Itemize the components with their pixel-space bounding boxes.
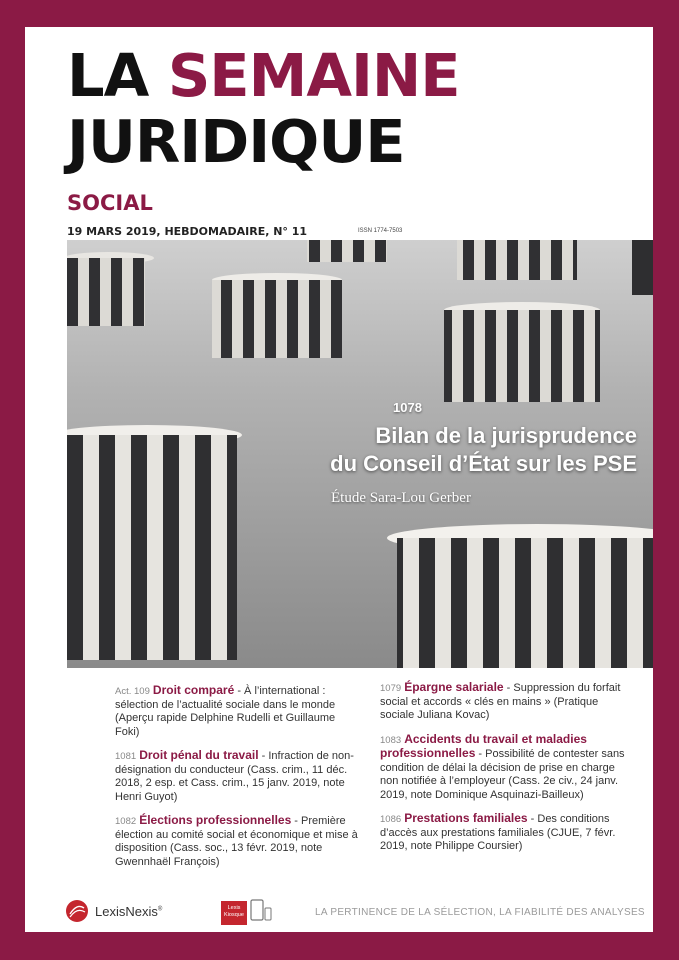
masthead-title — [67, 43, 460, 175]
feature-title-line1: Bilan de la jurisprudence — [375, 423, 637, 448]
cover-page — [25, 27, 653, 932]
summary-entry — [380, 812, 630, 854]
summary-entry — [115, 814, 360, 869]
entry-heading: Droit pénal du travail — [139, 748, 259, 762]
issue-dateline: 19 MARS 2019, HEBDOMADAIRE, N° 11 — [67, 225, 308, 238]
entry-text: - Première élection au comité social et économique et mise à disposition (Cass. soc., 13 févr. 2019, note Gwennhaël François) — [115, 815, 358, 868]
entry-heading: Droit comparé — [152, 683, 235, 697]
entry-text: - Possibilité de contester sans condition de délai la décision de prise en charge non notifiée à l’employeur (Cass. 2e civ., 24 janv. 2019, note Dominique Asquinazi-Bailleux) — [380, 748, 625, 801]
entry-number: 1081 — [115, 751, 137, 762]
feature-title — [217, 422, 637, 478]
masthead-juridique: JURIDIQUE — [67, 107, 405, 176]
lexisnexis-emblem-icon — [65, 899, 89, 923]
summary-entry — [380, 681, 630, 723]
entry-text: - À l’international : sélection de l’actualité sociale dans le monde (Aperçu rapide Delphine Rudelli et Guillaume Foki) — [115, 685, 336, 738]
kiosque-logo: Lexis Kiosque — [221, 901, 247, 925]
footer-tagline: LA PERTINENCE DE LA SÉLECTION, LA FIABILITÉ DES ANALYSES — [315, 907, 645, 918]
summary-right-column — [380, 681, 630, 864]
summary-left-column — [115, 684, 360, 879]
summary-entry — [115, 749, 360, 804]
cover-photo — [67, 240, 653, 668]
entry-number: 1079 — [380, 683, 402, 694]
masthead-la: LA — [67, 41, 149, 110]
lexis-kiosque-badge — [221, 899, 272, 925]
feature-number: 1078 — [393, 400, 422, 415]
entry-number: Act. 109 — [115, 686, 150, 697]
entry-text: - Suppression du forfait social et accords « clés en mains » (Pratique sociale Juliana Kovac) — [380, 682, 621, 721]
entry-text: - Des conditions d’accès aux prestations familiales (CJUE, 7 févr. 2019, note Philippe Coursier) — [380, 813, 616, 852]
summary-entry — [115, 684, 360, 739]
summary-entry — [380, 733, 630, 803]
feature-title-line2: du Conseil d’État sur les PSE — [330, 451, 637, 476]
entry-number: 1082 — [115, 816, 137, 827]
publisher-name: LexisNexis® — [95, 903, 163, 919]
tablet-phone-icon — [250, 899, 272, 925]
section-label: SOCIAL — [67, 191, 153, 215]
entry-heading: Prestations familiales — [404, 811, 528, 825]
entry-text: - Infraction de non-désignation du conducteur (Cass. crim., 11 déc. 2018, 2 esp. et Cass. crim., 15 janv. 2019, note Henri Guyot) — [115, 750, 354, 803]
masthead-semaine: SEMAINE — [167, 41, 460, 110]
feature-author: Étude Sara-Lou Gerber — [331, 490, 471, 506]
issn: ISSN 1774-7503 — [358, 228, 403, 234]
lexisnexis-logo — [65, 899, 162, 923]
entry-heading: Épargne salariale — [404, 680, 504, 694]
entry-heading: Élections professionnelles — [139, 813, 292, 827]
entry-heading: Accidents du travail et maladies professionnelles — [380, 731, 587, 760]
entry-number: 1083 — [380, 734, 402, 746]
entry-number: 1086 — [380, 814, 402, 825]
